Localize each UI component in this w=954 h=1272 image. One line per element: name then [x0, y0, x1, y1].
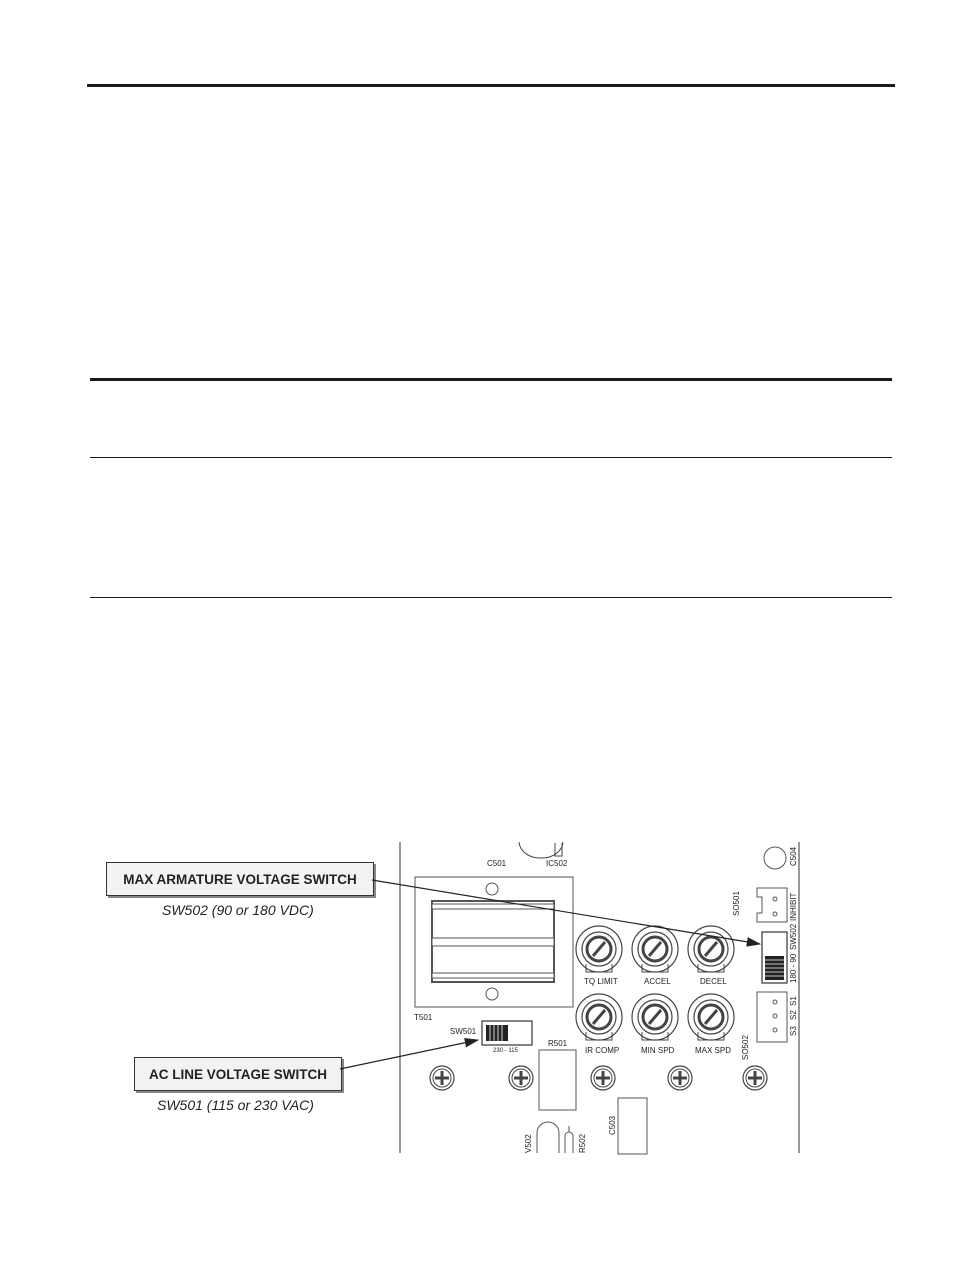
ac-line-voltage-arrow [340, 1040, 478, 1069]
min-spd-label: MIN SPD [641, 1046, 675, 1055]
c501-label: C501 [487, 859, 507, 868]
s2-label: S2 [789, 1010, 798, 1020]
v502-varistor [537, 1122, 559, 1153]
so502-connector [757, 992, 787, 1042]
c503-capacitor [618, 1098, 647, 1154]
r501-resistor [539, 1050, 576, 1110]
min-spd-trimpot [632, 994, 678, 1040]
t501-mount-hole-top [486, 883, 498, 895]
t501-bar-bottom [432, 973, 554, 978]
so502-pin-2 [773, 1014, 777, 1018]
s3-label: S3 [789, 1026, 798, 1036]
v502-label: V502 [524, 1134, 533, 1153]
max-armature-voltage-arrow [372, 880, 760, 944]
t501-label: T501 [414, 1013, 433, 1022]
so501-connector [757, 888, 787, 922]
sw502-range-label: 180 - 90 [789, 953, 798, 983]
accel-label: ACCEL [644, 977, 671, 986]
sw501-range-label: 230 - 115 [493, 1048, 518, 1054]
mounting-screw-1-icon [430, 1066, 454, 1090]
sw501-label: SW501 [450, 1027, 477, 1036]
mounting-screw-2-icon [509, 1066, 533, 1090]
tq-limit-trimpot [576, 926, 622, 972]
so501-pin-1 [773, 897, 777, 901]
c503-label: C503 [608, 1115, 617, 1135]
sw501-slider [486, 1025, 508, 1041]
ac-line-voltage-title: AC LINE VOLTAGE SWITCH [149, 1066, 327, 1082]
c504-label: C504 [789, 846, 798, 866]
t501-mount-hole-bottom [486, 988, 498, 1000]
max-spd-label: MAX SPD [695, 1046, 732, 1055]
mounting-screw-5-icon [743, 1066, 767, 1090]
ac-line-voltage-subtitle: SW501 (115 or 230 VAC) [157, 1097, 314, 1113]
sw502-label: SW502 [789, 923, 798, 950]
c504-capacitor [764, 847, 786, 869]
ir-comp-trimpot [576, 994, 622, 1040]
t501-bar-mid [432, 938, 554, 946]
s1-label: S1 [789, 996, 798, 1006]
mounting-screw-3-icon [591, 1066, 615, 1090]
tq-limit-label: TQ LIMIT [584, 977, 618, 986]
decel-label: DECEL [700, 977, 727, 986]
so502-label: SO502 [741, 1035, 750, 1060]
ir-comp-label: IR COMP [585, 1046, 620, 1055]
ic502-label: IC502 [546, 859, 568, 868]
r502-label: R502 [578, 1133, 587, 1153]
inhibit-label: INHIBIT [789, 892, 798, 921]
max-armature-voltage-title: MAX ARMATURE VOLTAGE SWITCH [123, 871, 357, 887]
so502-pin-3 [773, 1028, 777, 1032]
so501-pin-2 [773, 912, 777, 916]
so502-pin-1 [773, 1000, 777, 1004]
so501-label: SO501 [732, 891, 741, 916]
max-armature-voltage-subtitle: SW502 (90 or 180 VDC) [162, 902, 314, 918]
accel-trimpot [632, 926, 678, 972]
r501-label: R501 [548, 1039, 568, 1048]
mounting-screw-4-icon [668, 1066, 692, 1090]
r502-resistor [565, 1132, 573, 1153]
max-spd-trimpot [688, 994, 734, 1040]
